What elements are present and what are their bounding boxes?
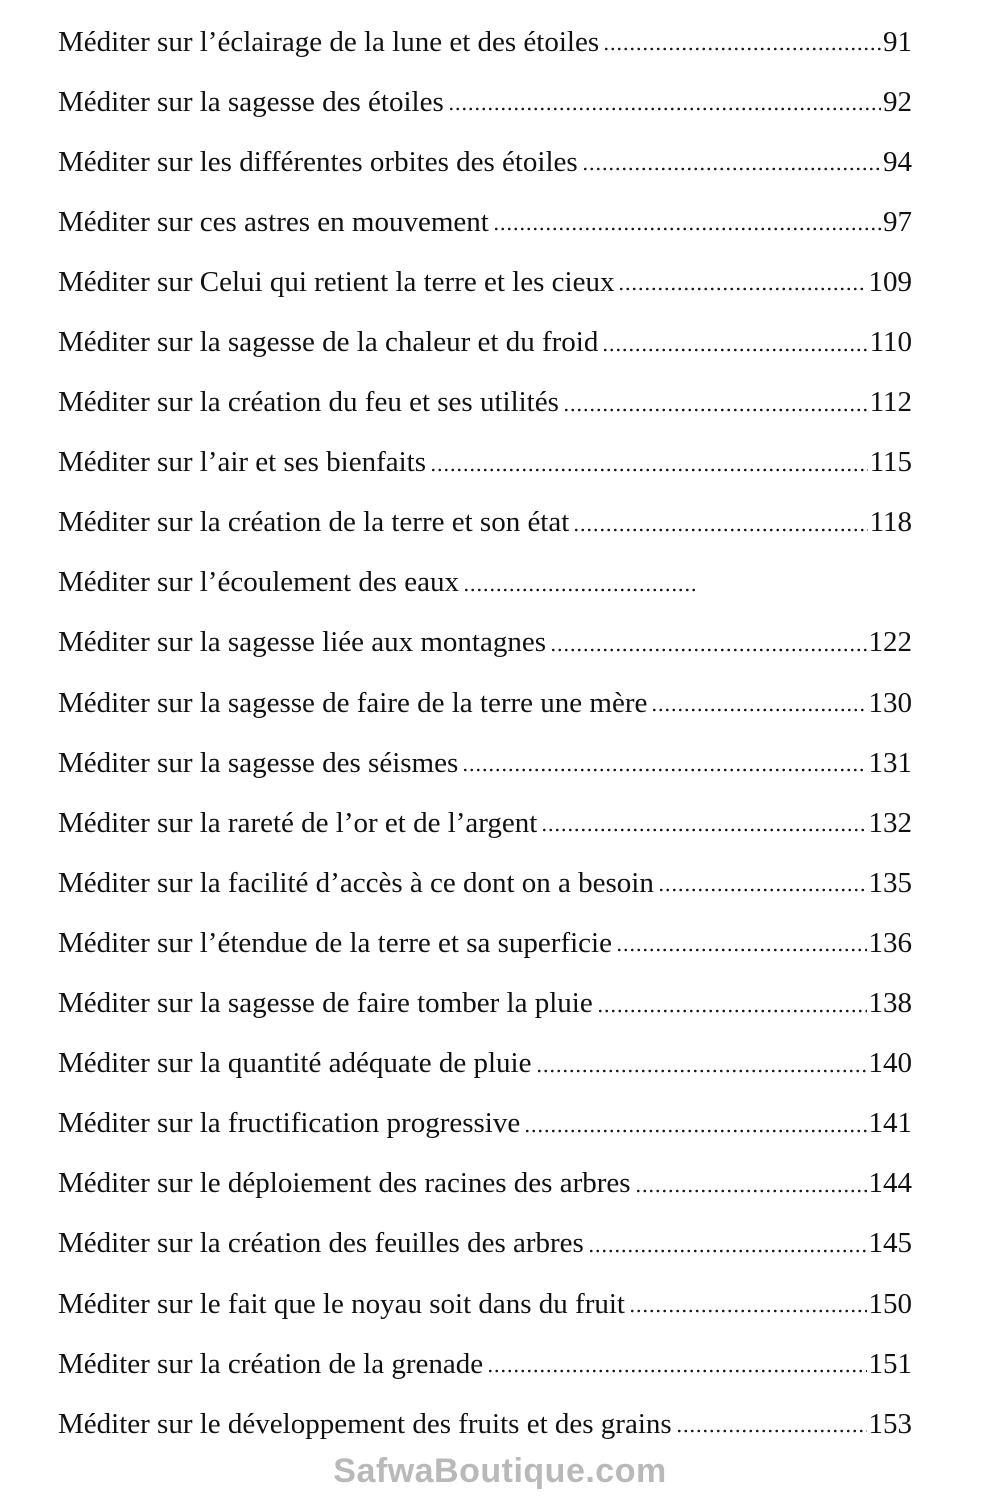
- toc-entry-page: 115: [869, 446, 912, 479]
- toc-entry: [58, 913, 912, 973]
- toc-entry-page: 94: [883, 145, 912, 178]
- toc-entry-title: Méditer sur l’air et ses bienfaits: [58, 446, 427, 479]
- toc-entry-page: 131: [868, 746, 912, 779]
- toc-entry-title: Méditer sur la création de la grenade: [58, 1347, 484, 1380]
- toc-entry-page: 151: [868, 1347, 912, 1380]
- toc-entry-page: 140: [868, 1047, 912, 1080]
- watermark: SafwaBoutique.com: [333, 1452, 667, 1490]
- toc-entry-title: Méditer sur la création des feuilles des arbres: [58, 1227, 584, 1260]
- toc-entry: [58, 1154, 912, 1214]
- toc-entry-page: 112: [869, 386, 912, 419]
- dot-leader: [602, 348, 867, 352]
- dot-leader: [524, 1129, 866, 1133]
- toc-entry-page: 130: [868, 686, 912, 719]
- dot-leader: [582, 167, 881, 171]
- toc-entry-page: 118: [869, 506, 912, 539]
- toc-entry: [58, 1274, 912, 1334]
- toc-entry-title: Méditer sur le déploiement des racines des arbres: [58, 1167, 631, 1200]
- toc-entry-title: Méditer sur la sagesse liée aux montagnes: [58, 626, 547, 659]
- toc-entry: [58, 974, 912, 1034]
- toc-entry-page: 92: [883, 85, 912, 118]
- dot-leader: [629, 1309, 867, 1313]
- toc-entry-title: Méditer sur la sagesse de la chaleur et du froid: [58, 326, 599, 359]
- dot-leader: [550, 648, 866, 652]
- toc-entry-title: Méditer sur la facilité d’accès à ce dont on a besoin: [58, 866, 654, 899]
- toc-entry: [58, 192, 912, 252]
- toc-entry-title: Méditer sur la création de la terre et son état: [58, 506, 570, 539]
- toc-entry-title: Méditer sur la sagesse des étoiles: [58, 85, 444, 118]
- toc-entry-title: Méditer sur la sagesse des séismes: [58, 746, 459, 779]
- toc-entry-title: Méditer sur la rareté de l’or et de l’argent: [58, 806, 538, 839]
- dot-leader: [618, 287, 866, 291]
- dot-leader: [536, 1069, 867, 1073]
- toc-entry-title: Méditer sur Celui qui retient la terre et les cieux: [58, 265, 615, 298]
- toc-entry: [58, 553, 912, 613]
- toc-entry: [58, 1034, 912, 1094]
- dot-leader: [588, 1249, 867, 1253]
- toc-entry: [58, 733, 912, 793]
- toc-entry-page: 150: [868, 1287, 912, 1320]
- toc-entry: [58, 132, 912, 192]
- toc-entry: [58, 12, 912, 72]
- toc-entry-page: 122: [868, 626, 912, 659]
- toc-entry-page: 153: [868, 1407, 912, 1440]
- toc-entry: [58, 1094, 912, 1154]
- toc-entry: [58, 613, 912, 673]
- toc-entry-title: Méditer sur l’éclairage de la lune et des étoiles: [58, 25, 600, 58]
- dot-leader: [635, 1189, 867, 1193]
- dot-leader: [573, 528, 867, 532]
- toc-entry-page: 136: [868, 926, 912, 959]
- table-of-contents: [58, 12, 912, 1454]
- dot-leader: [563, 408, 868, 412]
- toc-entry-page: 97: [883, 205, 912, 238]
- toc-entry-title: Méditer sur la quantité adéquate de pluie: [58, 1047, 532, 1080]
- toc-entry: [58, 373, 912, 433]
- toc-entry-page: 91: [883, 25, 912, 58]
- toc-entry: [58, 72, 912, 132]
- toc-entry: [58, 793, 912, 853]
- dot-leader: [658, 888, 867, 892]
- toc-entry-page: 132: [868, 806, 912, 839]
- dot-leader: [616, 948, 867, 952]
- toc-entry: [58, 673, 912, 733]
- toc-entry: [58, 1334, 912, 1394]
- dot-leader: [541, 828, 866, 832]
- toc-entry-title: Méditer sur l’écoulement des eaux: [58, 566, 460, 599]
- toc-entry-page: 144: [868, 1167, 912, 1200]
- toc-entry: [58, 493, 912, 553]
- dot-leader: [603, 47, 881, 51]
- toc-entry-title: Méditer sur l’étendue de la terre et sa superficie: [58, 926, 612, 959]
- toc-entry-title: Méditer sur la sagesse de faire de la terre une mère: [58, 686, 648, 719]
- dot-leader: [463, 588, 697, 592]
- toc-entry-title: Méditer sur le fait que le noyau soit dans du fruit: [58, 1287, 625, 1320]
- dot-leader: [462, 768, 866, 772]
- dot-leader: [597, 1009, 867, 1013]
- dot-leader: [448, 107, 881, 111]
- toc-entry-page: 109: [868, 265, 912, 298]
- toc-entry-page: 135: [868, 866, 912, 899]
- toc-entry: [58, 433, 912, 493]
- dot-leader: [651, 708, 866, 712]
- toc-entry-title: Méditer sur la fructification progressive: [58, 1107, 521, 1140]
- toc-entry: [58, 1394, 912, 1454]
- toc-entry-title: Méditer sur les différentes orbites des étoiles: [58, 145, 578, 178]
- toc-entry-page: 110: [869, 326, 912, 359]
- dot-leader: [487, 1369, 866, 1373]
- dot-leader: [676, 1429, 867, 1433]
- toc-entry-title: Méditer sur ces astres en mouvement: [58, 205, 489, 238]
- toc-entry-page: 141: [868, 1107, 912, 1140]
- toc-entry-title: Méditer sur le développement des fruits et des grains: [58, 1407, 672, 1440]
- toc-entry-page: 145: [868, 1227, 912, 1260]
- toc-entry: [58, 853, 912, 913]
- toc-entry: [58, 1214, 912, 1274]
- toc-entry-title: Méditer sur la création du feu et ses utilités: [58, 386, 559, 419]
- toc-entry-page: 138: [868, 987, 912, 1020]
- toc-entry-title: Méditer sur la sagesse de faire tomber la pluie: [58, 987, 593, 1020]
- toc-entry: [58, 252, 912, 312]
- dot-leader: [493, 227, 881, 231]
- toc-entry: [58, 312, 912, 372]
- dot-leader: [430, 468, 868, 472]
